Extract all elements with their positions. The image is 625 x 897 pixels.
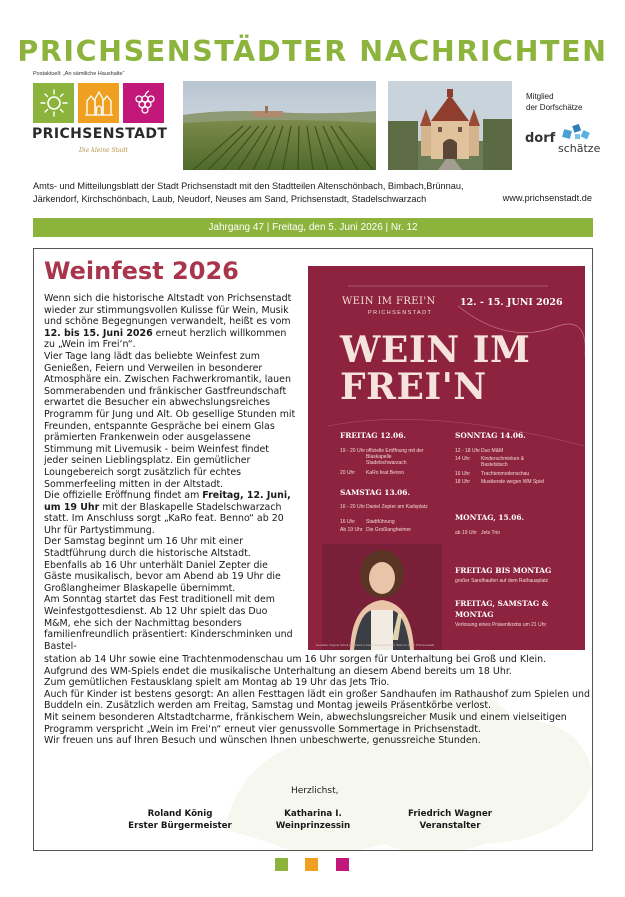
poster-brand: WEIN IM FREI'N — [342, 296, 436, 307]
friday-row — [340, 470, 430, 476]
row-text: Kinderschminken & Bastelstisch — [481, 456, 525, 469]
publication-info-line-1: Amts- und Mitteilungsblatt der Stadt Prichsenstadt mit den Stadtteilen Altenschönbach, Bimbach,Brünnau, — [33, 181, 464, 191]
monday-title: MONTAG, 15.06. — [455, 513, 525, 522]
row-time: 19 - 20 Uhr — [340, 448, 366, 454]
row-text: Stadtführung — [366, 519, 395, 525]
row-time: 18 Uhr — [455, 479, 471, 485]
signature-organizer — [390, 808, 510, 832]
issue-bar: Jahrgang 47 | Freitag, den 5. Juni 2026 | Nr. 12 — [33, 218, 593, 237]
paragraph: Am Sonntag startet das Fest traditionell mit dem Weinfestgottesdienst. Ab 12 Uhr spielt das Duo M&M, ehe sich der Nachmittag besonders familienfreundlich präsentiert: Kinderschminken und Bastel- — [44, 594, 293, 652]
castle-gate-photo — [388, 81, 512, 170]
paragraph: Auch für Kinder ist bestens gesorgt: An allen Festtagen lädt ein großer Sandhaufen im Rathaushof zum Spielen und Buddeln ein. Zusätzlich werden am Freitag, Samstag und Montag jeweils Präsentkörbe verlost. — [44, 688, 591, 712]
article-title: Weinfest 2026 — [44, 257, 239, 285]
emphasis-opening: Freitag, 12. Juni, um 19 Uhr — [44, 490, 291, 513]
member-line-1: Mitglied — [526, 92, 554, 101]
magenta-square — [336, 858, 349, 871]
row-text: Duo M&M — [481, 448, 504, 454]
paragraph: Der Samstag beginnt um 16 Uhr mit einer Stadtführung durch die historische Altstadt. Ebenfalls ab 16 Uhr unterhält Daniel Zepter die Gäste musikalisch, bevor am Abend ab 19 Uhr die Großlangheimer Blaskapelle übernimmt. — [44, 536, 281, 594]
vineyard-photo — [183, 81, 376, 170]
poster-headline-1: WEIN IM — [340, 329, 531, 371]
extra2-text: Verlosung eines Präsentkorbs um 21 Uhr — [455, 622, 547, 628]
sunday-row — [455, 471, 545, 477]
greeting: Herzlichst, — [291, 786, 339, 796]
paragraph-text: erneut herzlich willkommen zu „Wein im Frei‘n“. — [44, 327, 287, 351]
paragraph-text: Wenn sich die historische Altstadt von Prichsenstadt wieder zur stimmungsvollen Kulisse für Wein, Musik und schöne Begegnungen verwandelt, heißt es vom — [44, 293, 292, 328]
paragraph-text: mit der Blaskapelle Stadelschwarzach statt. Im Anschluss sorgt „KaRo feat. Benno“ ab 20 Uhr für Partystimmung. — [44, 501, 284, 536]
row-text: Daniel Zepter am Karlsplatz — [366, 504, 428, 510]
member-note — [526, 91, 582, 113]
signature-wine-princess — [258, 808, 368, 832]
sunday-row — [455, 448, 545, 454]
paragraph: Mit seinem besonderen Altstadtcharme, fränkischem Wein, abwechslungsreicher Musik und einem vielseitigen Programm verspricht „Wein im Frei‘n“ erneut vier genussvolle Sommertage in Prichsenstadt. — [44, 711, 567, 735]
friday-title: FREITAG 12.06. — [340, 431, 406, 440]
orange-square — [305, 858, 318, 871]
logo-tagline: Die kleine Stadt — [79, 147, 128, 154]
row-time: 16 Uhr — [455, 471, 471, 477]
sunday-row — [455, 479, 545, 485]
grapes-icon — [123, 83, 164, 123]
extra1-text: großer Sandhaufen auf dem Rathausplatz — [455, 578, 549, 584]
signature-role: Weinprinzessin — [275, 821, 351, 831]
signature-name: Roland König — [147, 809, 213, 819]
poster-date: 12. - 15. JUNI 2026 — [460, 297, 563, 308]
signature-name: Friedrich Wagner — [407, 809, 493, 819]
saturday-row — [340, 504, 430, 510]
dorfschaetze-logo — [525, 122, 601, 156]
green-square — [275, 858, 288, 871]
row-time: 14 Uhr — [455, 456, 471, 462]
member-line-2: der Dorfschätze — [526, 103, 583, 112]
paragraph-opening — [44, 490, 296, 536]
row-time: 12 - 18 Uhr — [455, 448, 481, 454]
monday-row — [455, 530, 545, 536]
signature-role: Erster Bürgermeister — [128, 821, 232, 831]
signature-mayor — [120, 808, 240, 832]
website-link[interactable]: www.prichsenstadt.de — [502, 193, 592, 203]
signature-role: Veranstalter — [419, 821, 481, 831]
row-text: offizielle Eröffnung mit der Blaskapelle Stadelschwarzach — [366, 448, 424, 467]
paragraph: Vier Tage lang lädt das beliebte Weinfest zum Genießen, Feiern und Verweilen in besonderer Atmosphäre ein. Zwischen Fachwerkromantik, lauen Sommerabenden und fränkischer Gastfreundschaft erwartet die Besucher ein abwechslungsreiches Programm für Jung und Alt. Ob gesellige Stunden mit Freunden, entspannte Gespräche bei einem Glas prämierten Frankenwein oder ausgelassene Stimmung mit Livemusik - beim Weinfest findet jeder seinen Lieblingsplatz. Ein gemütlicher Loungebereich sorgt zusätzlich für echtes Sommerfeeling mitten in der Altstadt. — [44, 350, 296, 490]
sunday-row — [455, 456, 545, 468]
row-time: Ab 19 Uhr — [340, 527, 363, 533]
poster-brand-sub: PRICHSENSTADT — [368, 310, 433, 316]
row-time: ab 19 Uhr — [455, 530, 477, 536]
extra2-title-1: FREITAG, SAMSTAG & — [455, 599, 549, 608]
row-time: 16 Uhr — [340, 519, 356, 525]
masthead-title: PRICHSENSTÄDTER NACHRICHTEN — [17, 35, 608, 68]
poster-headline-2: FREI'N — [340, 366, 487, 408]
row-text: Musikende wegen WM Spiel — [481, 479, 545, 485]
row-text: Die Großlangheimer — [366, 527, 412, 533]
paragraph-intro — [44, 293, 296, 351]
event-poster — [308, 266, 585, 650]
schaetze-word: schätze — [558, 142, 601, 155]
publication-info — [33, 180, 493, 205]
article-body-left — [44, 293, 296, 652]
paragraph: station ab 14 Uhr sowie eine Trachtenmodenschau um 16 Uhr sorgen für Unterhaltung bei Groß und Klein. Aufgrund des WM-Spiels endet die musikalische Unterhaltung an diesem Abend bereits um 18 Uhr. — [44, 654, 547, 677]
sun-icon — [33, 83, 74, 123]
wine-princess-photo — [322, 544, 442, 650]
row-text: Jets Trio — [481, 530, 500, 536]
row-time: 16 - 20 Uhr — [340, 504, 366, 510]
article-body-full — [44, 654, 592, 747]
row-time: 20 Uhr — [340, 470, 356, 476]
postal-note: Postaktuell: „An sämtliche Haushalte“ — [33, 71, 125, 77]
poster-headline — [340, 329, 580, 408]
paragraph-text: Die offizielle Eröffnung findet am — [44, 490, 203, 502]
publication-info-line-2: Järkendorf, Kirchschönbach, Laub, Neudorf, Neuses am Sand, Prichsenstadt, Stadelschwarzach — [33, 193, 427, 204]
extra1-title: FREITAG BIS MONTAG — [455, 566, 552, 575]
saturday-title: SAMSTAG 13.06. — [340, 488, 411, 497]
logo-wordmark: PRICHSENSTADT — [32, 126, 168, 142]
friday-row — [340, 448, 430, 467]
row-text: KaRo feat Benno — [366, 470, 405, 476]
saturday-row — [340, 519, 430, 525]
signature-name: Katharina I. — [284, 809, 342, 819]
puzzle-icon — [559, 122, 595, 142]
paragraph: Zum gemütlichen Festausklang spielt am Montag ab 19 Uhr das Jets Trio. — [44, 677, 390, 689]
sunday-title: SONNTAG 14.06. — [455, 431, 526, 440]
emphasis-dates: 12. bis 15. Juni 2026 — [44, 327, 153, 339]
town-logo — [33, 83, 165, 123]
poster-footnote: Gestaltet: Regina Scholl | Druckerei | Fotos: Regina Scholl | Wein im Frei'n Prichsenstadt — [316, 643, 435, 647]
saturday-row — [340, 527, 430, 533]
row-text: Trachtenmodenschau — [481, 471, 530, 477]
town-gate-icon — [78, 83, 119, 123]
paragraph: Wir freuen uns auf Ihren Besuch und wünschen Ihnen unbeschwerte, genussreiche Stunden. — [44, 735, 481, 747]
extra2-title-2: MONTAG — [455, 610, 494, 619]
dorf-word: dorf — [525, 131, 556, 146]
